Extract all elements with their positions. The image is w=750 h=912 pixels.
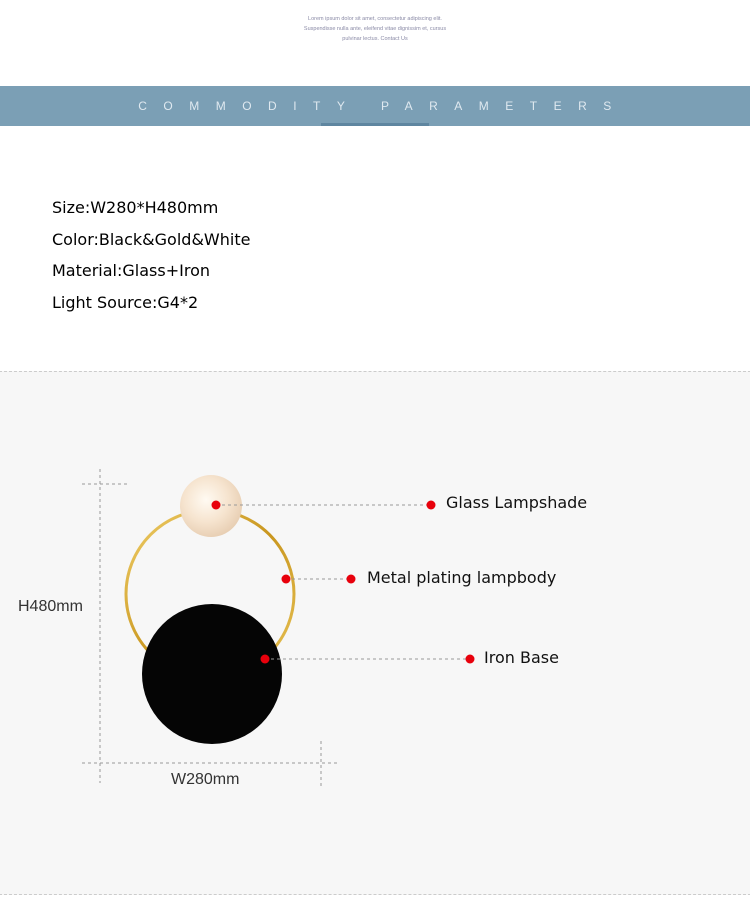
marker-base-end [466,655,475,664]
spec-material: Material:Glass+Iron [52,261,210,280]
marker-lampshade-source [212,501,221,510]
diagram-panel [0,371,750,895]
glass-lampshade-globe [180,475,242,537]
intro-text [0,14,750,44]
callout-iron-base: Iron Base [484,648,559,667]
iron-base-disc [142,604,282,744]
callout-metal-lampbody: Metal plating lampbody [367,568,557,587]
marker-lampshade-end [427,501,436,510]
intro-line: Suspendisse nulla ante, eleifend vitae dignissim et, cursus [303,26,447,32]
section-title: COMMODITY PARAMETERS [138,99,628,113]
title-underline [321,123,429,126]
intro-line: pulvinar lectus. Contact Us [342,36,408,42]
spec-color: Color:Black&Gold&White [52,229,251,249]
marker-lampbody-end [347,575,356,584]
width-dimension-label: W280mm [171,771,240,788]
intro-line: Lorem ipsum dolor sit amet, consectetur adipiscing elit. [308,16,442,22]
lamp-diagram [0,372,750,894]
marker-lampbody-source [282,575,291,584]
spec-list [52,194,250,320]
height-dimension-label: H480mm [18,598,83,615]
callout-glass-lampshade: Glass Lampshade [446,493,588,512]
spec-size: Size:W280*H480mm [52,198,219,217]
spec-light-source: Light Source:G4*2 [52,292,199,312]
marker-base-source [261,655,270,664]
